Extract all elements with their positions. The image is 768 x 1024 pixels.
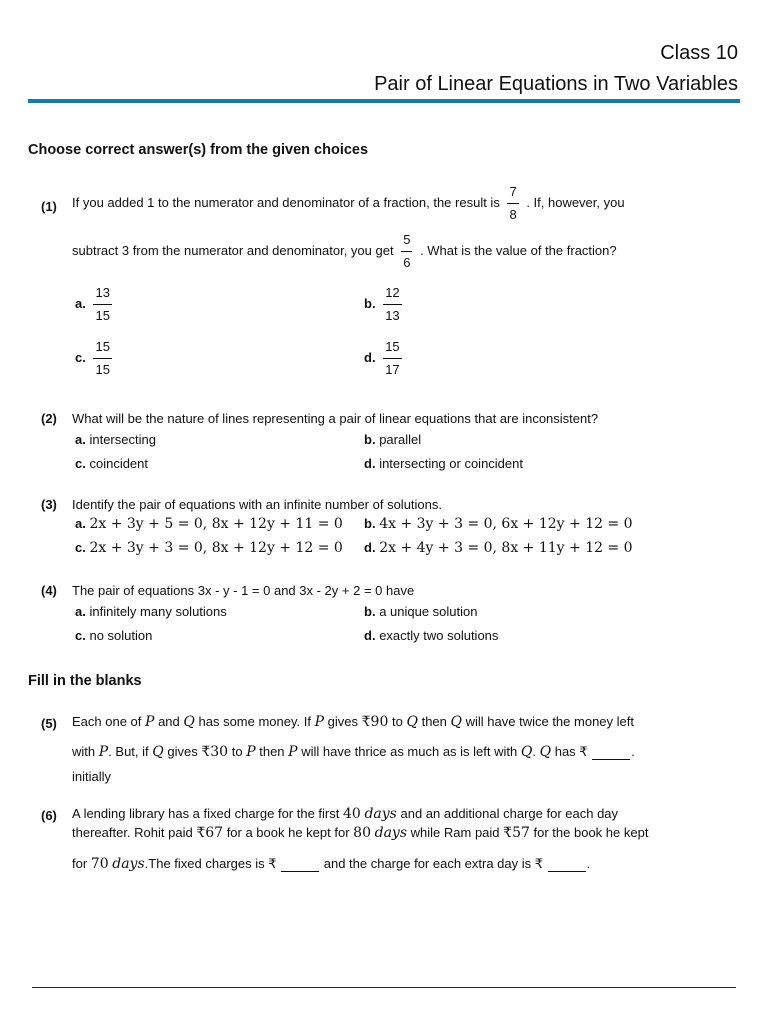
option-c[interactable] [75, 628, 152, 643]
fraction [401, 233, 412, 270]
footer-rule [32, 987, 736, 988]
header-rule [28, 99, 740, 103]
amount: ₹90 [361, 714, 389, 730]
question-number: (1) [41, 199, 57, 214]
option-equation: 2x + 3y + 5 = 0, 8x + 12y + 11 = 0 [89, 516, 343, 532]
option-text: infinitely many solutions [89, 604, 227, 619]
fraction-numerator: 15 [93, 340, 111, 359]
question-3-text: Identify the pair of equations with an infinite number of solutions. [72, 497, 442, 512]
text: has ₹ [554, 744, 588, 759]
text: gives [167, 744, 198, 759]
question-1-line-2 [72, 233, 617, 270]
option-text: a unique solution [379, 604, 478, 619]
text: will have thrice as much as is left with [301, 744, 518, 759]
question-number: (4) [41, 583, 57, 598]
text: . But, if [108, 744, 149, 759]
answer-blank[interactable] [281, 851, 319, 872]
math-var: Q [520, 744, 533, 760]
text: and an additional charge for each day [400, 806, 619, 821]
option-b[interactable] [364, 432, 421, 447]
question-6-line-1 [72, 806, 618, 822]
option-label: d. [364, 628, 376, 643]
math-number: 80 [353, 825, 371, 841]
text: . [631, 744, 635, 759]
math-var: P [98, 744, 109, 760]
text: .The fixed charges is ₹ [144, 856, 277, 871]
text: has some money. If [198, 714, 311, 729]
fraction-numerator: 5 [401, 233, 412, 252]
text: for the book he kept [533, 825, 649, 840]
math-var: days [364, 806, 397, 822]
fraction [507, 185, 518, 222]
option-label: b. [364, 604, 376, 619]
text: then [421, 714, 447, 729]
option-label: d. [364, 540, 376, 555]
text: to [231, 744, 243, 759]
option-a[interactable] [75, 432, 156, 447]
option-label: c. [75, 628, 86, 643]
text: with [72, 744, 96, 759]
answer-blank[interactable] [592, 739, 630, 760]
option-a[interactable] [75, 286, 112, 323]
fraction-denominator: 15 [95, 362, 110, 377]
question-2-text: What will be the nature of lines representing a pair of linear equations that are inconsistent? [72, 411, 599, 426]
option-label: d. [364, 349, 376, 365]
option-b[interactable] [364, 604, 478, 619]
option-label: b. [364, 295, 376, 311]
question-text: . What is the value of the fraction? [420, 242, 617, 258]
text: will have twice the money left [465, 714, 634, 729]
option-a[interactable] [75, 516, 343, 532]
text: . [532, 744, 536, 759]
fraction-numerator: 15 [383, 340, 401, 359]
option-label: a. [75, 295, 86, 311]
math-var: days [112, 856, 145, 872]
option-text: coincident [89, 456, 149, 471]
text: A lending library has a fixed charge for the first [72, 806, 340, 821]
option-text: intersecting [89, 432, 156, 447]
option-b[interactable] [364, 286, 402, 323]
question-4-text: The pair of equations 3x - y - 1 = 0 and 3x - 2y + 2 = 0 have [72, 583, 415, 598]
text: and the charge for each extra day is ₹ [323, 856, 544, 871]
option-label: a. [75, 432, 86, 447]
amount: ₹67 [196, 825, 224, 841]
fraction-numerator: 7 [507, 185, 518, 204]
fraction-numerator: 12 [383, 286, 401, 305]
fraction-numerator: 13 [93, 286, 111, 305]
option-label: b. [364, 516, 376, 531]
option-label: a. [75, 604, 86, 619]
question-5-line-1 [72, 714, 634, 730]
section-title-fill: Fill in the blanks [28, 673, 142, 689]
option-label: b. [364, 432, 376, 447]
chapter-title: Pair of Linear Equations in Two Variables [374, 73, 738, 95]
answer-blank[interactable] [548, 851, 586, 872]
option-d[interactable] [364, 340, 402, 377]
text: Each one of [72, 714, 142, 729]
math-var: P [246, 744, 256, 760]
option-equation: 2x + 3y + 3 = 0, 8x + 12y + 12 = 0 [89, 540, 343, 556]
math-var: days [374, 825, 408, 841]
fraction [383, 340, 401, 377]
class-label: Class 10 [660, 42, 738, 64]
page-header [374, 40, 738, 100]
question-text: If you added 1 to the numerator and denominator of a fraction, the result is [72, 194, 500, 210]
math-number: 40 [343, 806, 361, 822]
fraction [93, 286, 111, 323]
question-6-line-3 [72, 851, 590, 872]
question-number: (3) [41, 497, 57, 512]
option-text: parallel [379, 432, 422, 447]
option-text: intersecting or coincident [379, 456, 523, 471]
option-label: d. [364, 456, 376, 471]
question-text: subtract 3 from the numerator and denominator, you get [72, 242, 394, 258]
option-label: c. [75, 349, 86, 365]
question-5-line-2 [72, 739, 635, 760]
option-d[interactable] [364, 628, 498, 643]
option-c[interactable] [75, 456, 148, 471]
option-text: no solution [89, 628, 153, 643]
text: for [72, 856, 88, 871]
text: . [586, 856, 591, 871]
math-number: 70 [90, 856, 109, 872]
math-var: Q [152, 744, 164, 760]
question-number: (5) [41, 716, 57, 731]
fraction-denominator: 13 [385, 308, 400, 323]
math-var: Q [406, 714, 418, 730]
option-d[interactable] [364, 540, 633, 556]
text: and [158, 714, 180, 729]
text: for a book he kept for [226, 825, 350, 840]
text: thereafter. Rohit paid [72, 825, 193, 840]
option-equation: 2x + 4y + 3 = 0, 8x + 11y + 12 = 0 [379, 540, 633, 556]
option-c[interactable] [75, 340, 112, 377]
math-var: Q [183, 714, 195, 730]
text: to [392, 714, 403, 729]
option-label: c. [75, 540, 86, 555]
fraction-denominator: 15 [95, 308, 110, 323]
option-text: exactly two solutions [379, 628, 499, 643]
math-var: Q [450, 714, 462, 730]
question-number: (6) [41, 808, 57, 823]
text: then [259, 744, 285, 759]
option-label: a. [75, 516, 86, 531]
amount: ₹30 [201, 744, 229, 760]
question-5-line-3: initially [72, 769, 112, 784]
option-b[interactable] [364, 516, 633, 532]
fraction-denominator: 8 [509, 207, 517, 222]
question-number: (2) [41, 411, 57, 426]
amount: ₹57 [503, 825, 530, 841]
option-a[interactable] [75, 604, 227, 619]
fraction-denominator: 17 [385, 362, 400, 377]
option-label: c. [75, 456, 86, 471]
fraction-denominator: 6 [403, 255, 411, 270]
fraction [93, 340, 111, 377]
text: gives [327, 714, 359, 729]
question-6-line-2 [72, 825, 648, 841]
text: while Ram paid [410, 825, 500, 840]
option-c[interactable] [75, 540, 343, 556]
fraction [383, 286, 401, 323]
section-title-mcq: Choose correct answer(s) from the given choices [28, 142, 369, 158]
math-var: P [145, 714, 155, 730]
option-equation: 4x + 3y + 3 = 0, 6x + 12y + 12 = 0 [379, 516, 633, 532]
math-var: P [314, 714, 325, 730]
math-var: Q [539, 744, 552, 760]
option-d[interactable] [364, 456, 523, 471]
question-text: . If, however, you [526, 194, 625, 210]
question-1-line-1 [72, 185, 625, 222]
math-var: P [288, 744, 298, 760]
